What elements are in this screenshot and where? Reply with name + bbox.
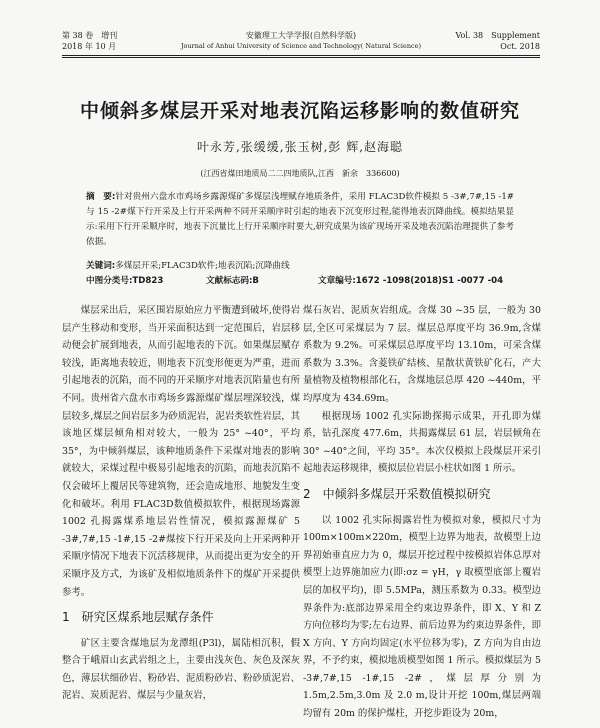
abstract-text: 针对贵州六盘水市鸡场乡露源煤矿多煤层浅埋赋存地质条件，采用 FLAC3D软件模拟 5 -3#,7#,15 -1#与 15 -2#煤下行开采及上行开采两种不同开采顺序时引起的地表下沉变形过程,能得地表沉降曲线。模拟结果显示:采用下行开采顺序时，地表下沉量比上行开采顺序时要大,研究成果为该矿现场开采及地表沉陷治理提供了参考依据。 [86,192,515,247]
section-1-heading: 1 研究区煤系地层赋存条件 [62,610,214,625]
keywords [86,259,514,271]
author-list: 叶永芳,张缓缓,张玉树,彭 辉,赵海聪 [196,140,404,154]
journal-name-cn: 安徽理工大学学报(自然科学版) [245,31,357,40]
volume-info-en [455,30,540,52]
section-1-paragraph: 矿区主要含煤地层为龙潭组(P3l)，属陆相沉积，假整合于峨眉山玄武岩组之上，主要由浅灰色、灰色及深灰色，薄层状细砂岩、粉砂岩、泥质粉砂岩、粉砂质泥岩、泥岩、炭质泥岩、煤层与少量灰岩， [62,637,300,702]
article-number: 文章编号:1672 -1098(2018)S1 -0077 -04 [318,276,504,286]
abstract [86,190,514,250]
section-1-continuation: 煤石灰岩、泥质灰岩组成。含煤 30 ~35 层，一般为 30 层,全区可采煤层为 7 层。煤层总厚度平均 36.9m,含煤系数为 9.2%。可采煤层总厚度平均 13.10m，可采含煤系数为 3.3%。含菱铁矿结核、星散状黄铁矿化石，产大量植物及植物根部化石，含煤地层总厚 420 ~440m，平均厚度为 434.69m。 [303,305,541,404]
issue-date-en: Oct. 2018 [500,42,540,51]
section-1-paragraph-2: 根据现场 1002 孔实际勘探揭示成果，开孔即为煤系，钻孔深度 477.6m，共揭露煤层 61 层，岩层倾角在 30° ~40°之间，平均 35°。本次仅模拟上段煤层开采引起地表运移规律，模拟层位岩层小柱状如图 1 所示。 [303,410,541,475]
keywords-text: 多煤层开采;FLAC3D软件;地表沉陷;沉降曲线 [115,261,290,271]
left-column [62,302,300,705]
section-2-heading: 2 中倾斜多煤层开采数值模拟研究 [303,486,491,501]
paper-title: 中倾斜多煤层开采对地表沉陷运移影响的数值研究 [79,100,520,122]
affiliation: (江西省煤田地质局二二四地质队,江西 新余 336600) [200,169,400,178]
journal-name-en: Journal of Anhui University of Science and Technology( Natural Science) [180,42,422,50]
intro-paragraph: 煤层采出后，采区围岩原始应力平衡遭到破坏,使得岩层产生移动和变形，当开采面积达到一定范围后，岩层移动便会扩展到地表，从而引起地表的下沉。如果煤层赋存较浅，距离地表较近，则地表下沉变形便更为严重，进而引起地表的沉陷，而不同的开采顺序对地表沉陷量也有所不同。贵州省六盘水市鸡场乡露源煤矿煤层埋深较浅，煤层较多,煤层之间岩层多为砂质泥岩，泥岩类软性岩层，其该地区煤层倾角相对较大，一般为 25° ~40°，平均 35°，为中倾斜煤层，该种地质条件下采煤对地表的影响就较大，采煤过程中极易引起地表的沉陷，而地表沉陷不仅会破坏上覆居民等建筑物，还会造成地形、地貌发生变化和破坏。利用 FLAC3D数值模拟软件，根据现场露源 1002 孔揭露煤系地层岩性情况，模拟露源煤矿 5 -3#,7#,15 -1#,15 -2#煤按下行开采及向上开采两种开采顺序情况下地表下沉活移规律，从而提出更为安全的开采顺序及方式，为该矿及相似地质条件下的煤矿开采提供参考。 [62,305,300,598]
header-rule-top [62,55,540,56]
right-column [303,302,541,723]
volume-supplement: Vol. 38 Supplement [455,31,540,40]
keywords-label: 关键词: [86,261,116,271]
document-code: 文献标志码:B [206,276,259,286]
section-2-paragraph: 以 1002 孔实际揭露岩性为模拟对象，模拟尺寸为 100m×100m×220m，模型上边界为地表，故模型上边界初始垂直应力为 0，煤层开挖过程中按模拟岩体总厚对模型上边界施加应力(即:σz = γH，γ 取模型底部上覆岩层的加权平均)，即 5.5MPa，测压系数为 0.33。模型边界条件为:底部边界采用全约束边界条件，即 X、Y 和 Z 方向位移均为零;左右边界、前后边界为约束边界条件，即 X 方向、Y 方向均固定(水平位移为零)，Z 方向为自由边界，不予约束，模拟地质模型如图 1 所示。模拟煤层为 5 -3#,7#,15 -1#,15 -2#，煤层厚分别为 1.5m,2.5m,3.0m 及 2.0 m,设计开挖 100m,煤层两端均留有 20m 的保护煤柱，开挖步距设为 20m， [303,514,541,720]
abstract-label: 摘 要: [86,192,116,202]
header-rule-bottom [62,57,540,58]
clc-number: 中图分类号:TD823 [86,276,164,286]
volume-issue: 第 38 卷 增刊 [62,31,118,40]
issue-date: 2018 年 10 月 [62,42,117,51]
